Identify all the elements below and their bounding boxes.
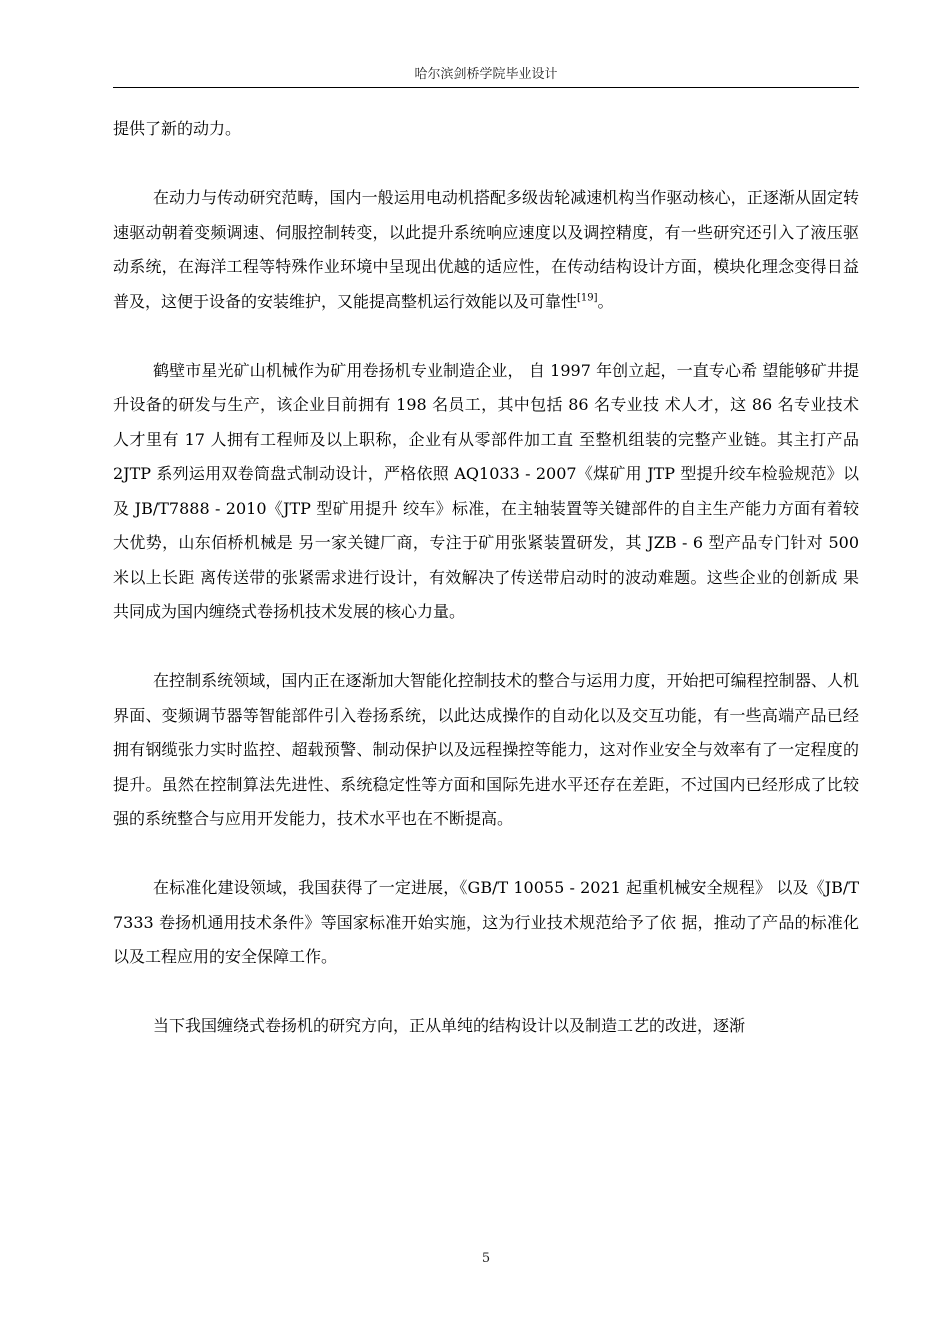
- body-text: [113, 112, 859, 1044]
- page-header: [113, 66, 859, 84]
- paragraph-research-direction: [113, 1009, 859, 1044]
- paragraph-text: 在标准化建设领域，我国获得了一定进展，《GB/T 10055 - 2021 起重机械安全规程》 以及《JB/T 7333 卷扬机通用技术条件》等国家标准开始实施，这为行业技术规范给予了依 据，推动了产品的标准化以及工程应用的安全保障工作。: [113, 878, 859, 966]
- citation-marker: [19]: [577, 292, 598, 304]
- paragraph-tail: 。: [597, 291, 614, 311]
- header-rule: [113, 87, 859, 88]
- paragraph-text: 鹤壁市星光矿山机械作为矿用卷扬机专业制造企业， 自 1997 年创立起，一直专心希 望能够矿井提升设备的研发与生产，该企业目前拥有 198 名员工，其中包括 86 名专业技 术人才，这 86 名专业技术人才里有 17 人拥有工程师及以上职称，企业有从零部件加工直 至整机组装的完整产业链。其主打产品 2JTP 系列运用双卷筒盘式制动设计，严格依照 AQ1033 - 2007《煤矿用 JTP 型提升绞车检验规范》以及 JB/T7888 - 2010《JTP 型矿用提升 绞车》标准，在主轴装置等关键部件的自主生产能力方面有着较大优势，山东佰桥机械是 另一家关键厂商，专注于矿用张紧装置研发，其 JZB - 6 型产品专门针对 500 米以上长距 离传送带的张紧需求进行设计，有效解决了传送带启动时的波动难题。这些企业的创新成 果共同成为国内缠绕式卷扬机技术发展的核心力量。: [113, 360, 859, 621]
- paragraph-manufacturers: [113, 354, 859, 630]
- paragraph-text: 提供了新的动力。: [113, 119, 242, 138]
- paragraph-control-systems: [113, 664, 859, 837]
- paragraph-power-transmission: [113, 181, 859, 319]
- paragraph-text: 在控制系统领域，国内正在逐渐加大智能化控制技术的整合与运用力度，开始把可编程控制器、人机界面、变频调节器等智能部件引入卷扬系统，以此达成操作的自动化以及交互功能，有一些高端产品已经拥有钢缆张力实时监控、超载预警、制动保护以及远程操控等能力，这对作业安全与效率有了一定程度的提升。虽然在控制算法先进性、系统稳定性等方面和国际先进水平还存在差距，不过国内已经形成了比较强的系统整合与应用开发能力，技术水平也在不断提高。: [113, 671, 859, 828]
- paragraph-text: 当下我国缠绕式卷扬机的研究方向，正从单纯的结构设计以及制造工艺的改进，逐渐: [153, 1016, 746, 1035]
- paragraph-standards: [113, 871, 859, 975]
- page-number: [113, 1250, 859, 1268]
- paragraph-continuation: [113, 112, 859, 147]
- paragraph-text: 在动力与传动研究范畴，国内一般运用电动机搭配多级齿轮减速机构当作驱动核心，正逐渐从固定转速驱动朝着变频调速、伺服控制转变，以此提升系统响应速度以及调控精度，有一些研究还引入了液压驱动系统，在海洋工程等特殊作业环境中呈现出优越的适应性，在传动结构设计方面，模块化理念变得日益普及，这便于设备的安装维护，又能提高整机运行效能以及可靠性: [113, 188, 859, 311]
- page-number-value: 5: [481, 1251, 491, 1266]
- header-title: 哈尔滨剑桥学院毕业设计: [414, 67, 558, 82]
